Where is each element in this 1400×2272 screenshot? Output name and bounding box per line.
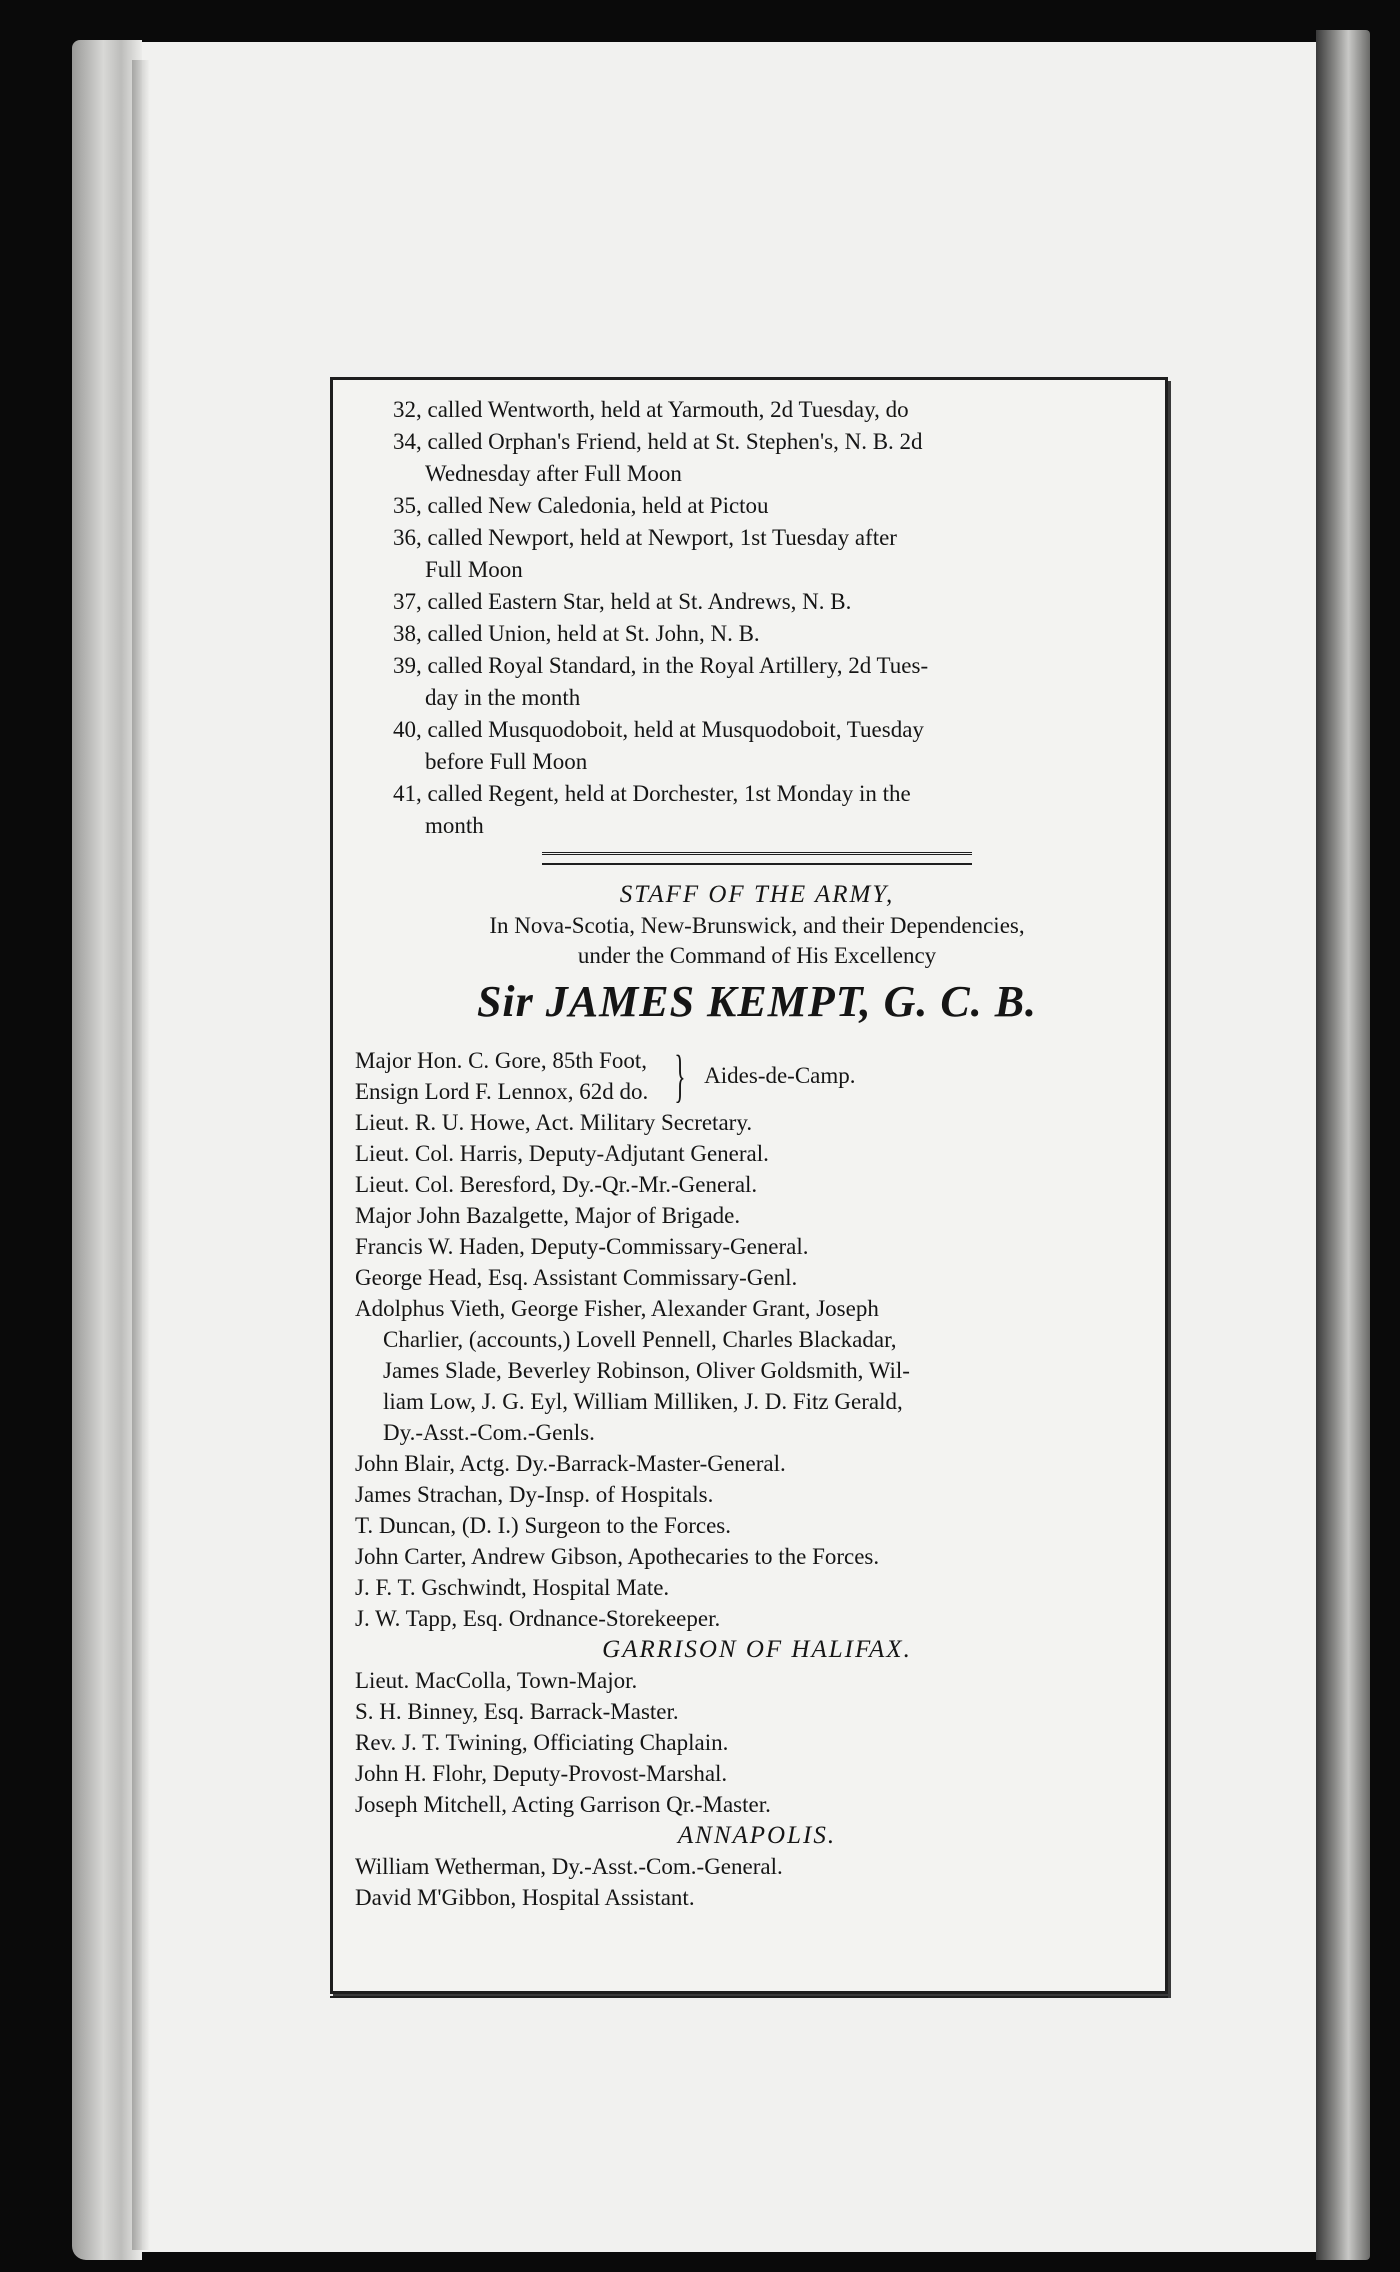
aide-name: Ensign Lord F. Lennox, 62d do. [355, 1079, 649, 1104]
garrison-line: S. H. Binney, Esq. Barrack-Master. [355, 1699, 679, 1724]
garrison-line: Joseph Mitchell, Acting Garrison Qr.-Master. [355, 1792, 771, 1817]
lodge-line: 41, called Regent, held at Dorchester, 1st Monday in the [393, 781, 911, 806]
staff-line: J. W. Tapp, Esq. Ordnance-Storekeeper. [355, 1606, 721, 1631]
lodge-line: month [425, 813, 484, 838]
commander-name: Sir JAMES KEMPT, G. C. B. [476, 977, 1038, 1026]
staff-line: Lieut. Col. Beresford, Dy.-Qr.-Mr.-General. [355, 1172, 758, 1197]
lodge-line: 37, called Eastern Star, held at St. Andrews, N. B. [393, 589, 852, 614]
aides-title: Aides-de-Camp. [704, 1063, 856, 1088]
staff-list [355, 1107, 1159, 1634]
lodge-line: 38, called Union, held at St. John, N. B. [393, 621, 760, 646]
staff-line: J. F. T. Gschwindt, Hospital Mate. [355, 1575, 670, 1600]
aides-de-camp-block [355, 1045, 1159, 1107]
lodge-list [355, 394, 1159, 842]
staff-line: James Strachan, Dy-Insp. of Hospitals. [355, 1482, 714, 1507]
lodge-line: day in the month [425, 685, 581, 710]
staff-line: Major John Bazalgette, Major of Brigade. [355, 1203, 741, 1228]
staff-line: Lieut. Col. Harris, Deputy-Adjutant General. [355, 1141, 769, 1166]
lodge-line: Full Moon [425, 557, 523, 582]
annapolis-heading: ANNAPOLIS. [677, 1822, 837, 1849]
garrison-heading: GARRISON OF HALIFAX. [602, 1636, 912, 1663]
lodge-line: Wednesday after Full Moon [425, 461, 682, 486]
staff-line: James Slade, Beverley Robinson, Oliver Goldsmith, Wil- [383, 1358, 910, 1383]
lodge-line: 32, called Wentworth, held at Yarmouth, 2d Tuesday, do [393, 397, 909, 422]
staff-line: John Carter, Andrew Gibson, Apothecaries to the Forces. [355, 1544, 880, 1569]
garrison-line: Lieut. MacColla, Town-Major. [355, 1668, 638, 1693]
staff-line: Lieut. R. U. Howe, Act. Military Secretary. [355, 1110, 753, 1135]
lodge-line: 39, called Royal Standard, in the Royal Artillery, 2d Tues- [393, 653, 929, 678]
staff-line: John Blair, Actg. Dy.-Barrack-Master-General. [355, 1451, 786, 1476]
aides-names [355, 1045, 648, 1107]
garrison-line: Rev. J. T. Twining, Officiating Chaplain. [355, 1730, 729, 1755]
annapolis-line: David M'Gibbon, Hospital Assistant. [355, 1885, 695, 1910]
staff-line: Francis W. Haden, Deputy-Commissary-General. [355, 1234, 809, 1259]
staff-line: George Head, Esq. Assistant Commissary-Genl. [355, 1265, 798, 1290]
garrison-list [355, 1665, 1159, 1820]
text-panel [330, 377, 1168, 1994]
section-divider [542, 852, 972, 865]
bottom-rule [330, 1996, 1168, 2004]
staff-line: liam Low, J. G. Eyl, William Milliken, J. D. Fitz Gerald, [383, 1389, 903, 1414]
lodge-line: before Full Moon [425, 749, 588, 774]
brace-glyph: } [674, 1043, 686, 1108]
staff-line: Charlier, (accounts,) Lovell Pennell, Charles Blackadar, [383, 1327, 897, 1352]
lodge-line: 34, called Orphan's Friend, held at St. Stephen's, N. B. 2d [393, 429, 923, 454]
lodge-line: 40, called Musquodoboit, held at Musquodoboit, Tuesday [393, 717, 924, 742]
staff-line: Dy.-Asst.-Com.-Genls. [383, 1420, 595, 1445]
lodge-line: 35, called New Caledonia, held at Pictou [393, 493, 769, 518]
annapolis-line: William Wetherman, Dy.-Asst.-Com.-General. [355, 1854, 783, 1879]
aide-name: Major Hon. C. Gore, 85th Foot, [355, 1048, 647, 1073]
page-edge [1316, 30, 1370, 2260]
lodge-line: 36, called Newport, held at Newport, 1st Tuesday after [393, 525, 897, 550]
spine-shadow [132, 60, 150, 2250]
staff-subheading: under the Command of His Excellency [577, 943, 937, 968]
garrison-line: John H. Flohr, Deputy-Provost-Marshal. [355, 1761, 728, 1786]
annapolis-list [355, 1851, 1159, 1913]
staff-line: Adolphus Vieth, George Fisher, Alexander Grant, Joseph [355, 1296, 879, 1321]
staff-line: T. Duncan, (D. I.) Surgeon to the Forces. [355, 1513, 732, 1538]
staff-subheading: In Nova-Scotia, New-Brunswick, and their Dependencies, [489, 913, 1025, 938]
panel-content [355, 394, 1159, 1983]
staff-heading: STAFF OF THE ARMY, [619, 881, 895, 908]
